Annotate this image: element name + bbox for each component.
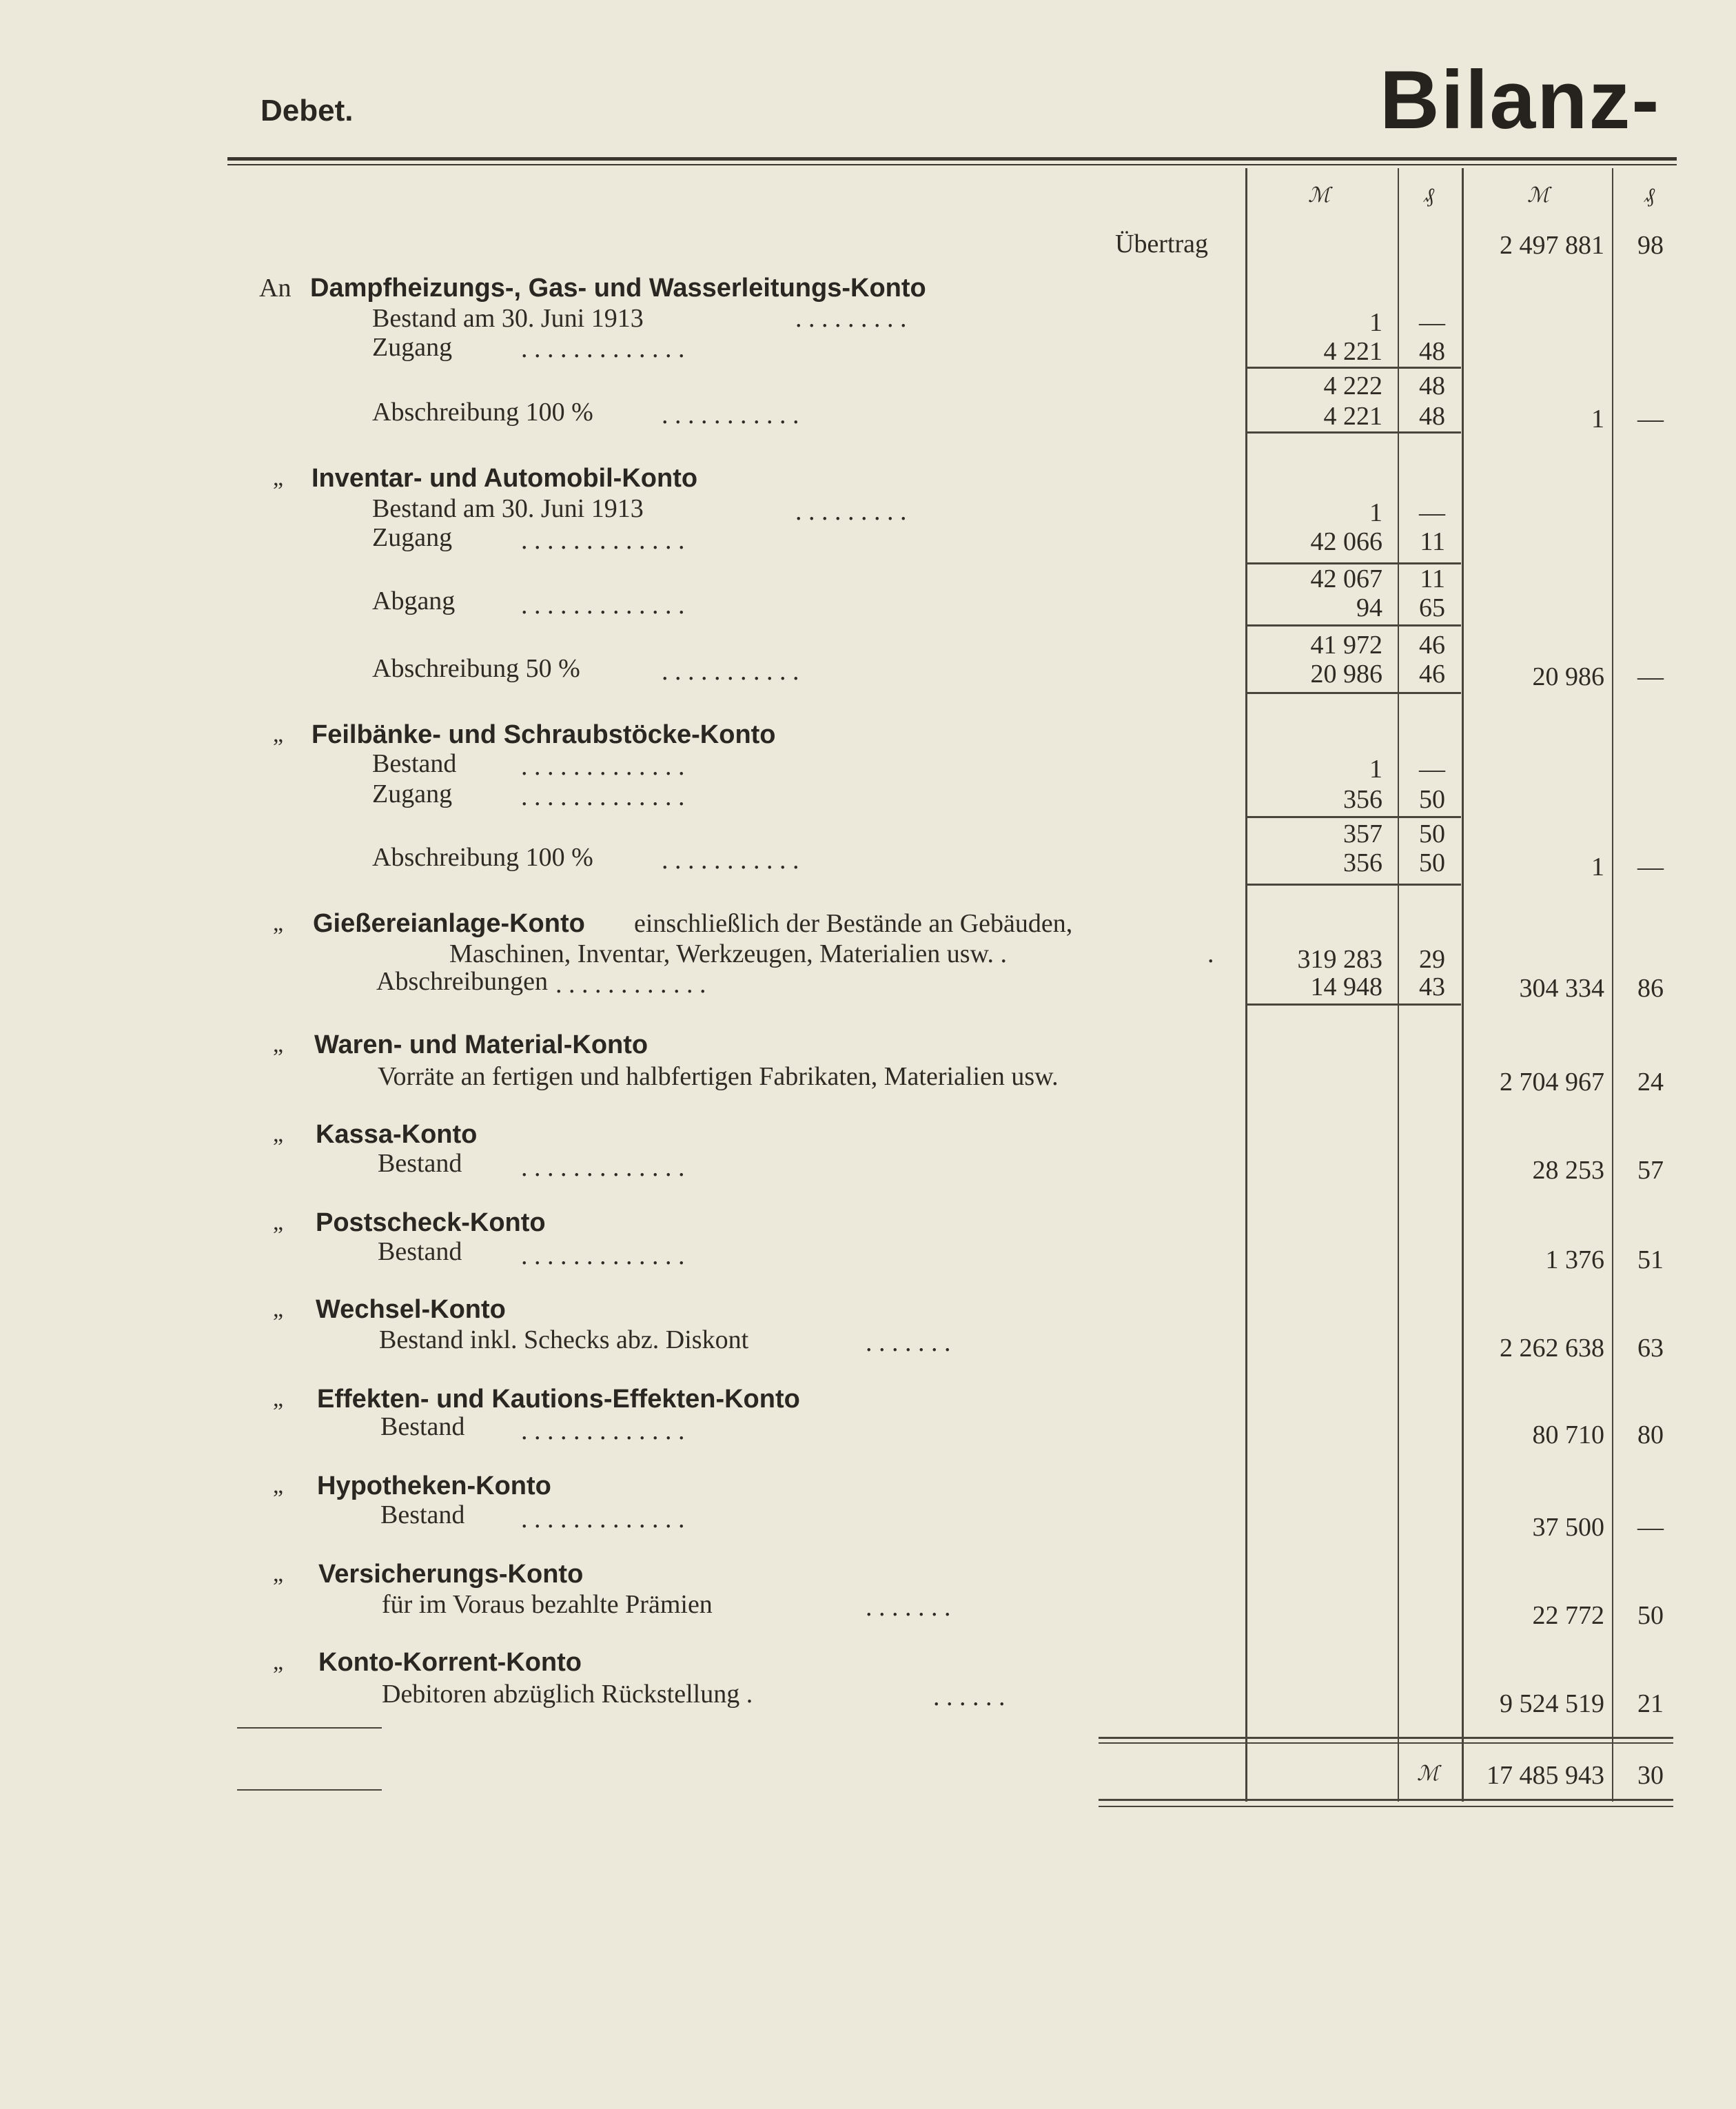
line-label: Bestand — [380, 1412, 465, 1441]
ditto-mark: „ — [273, 1032, 284, 1057]
amount-pf: 11 — [1420, 527, 1445, 556]
leader-dots: . . . . . . . . . . . . . — [521, 752, 685, 781]
header-bilanz: Bilanz- — [1380, 54, 1661, 146]
subtotal-rule — [1247, 367, 1461, 369]
section-title: Kassa-Konto — [316, 1120, 478, 1149]
amount-mark: 14 948 — [1310, 972, 1382, 1001]
amount-pf: 50 — [1419, 785, 1445, 814]
line-label: Vorräte an fertigen und halbfertigen Fabrikaten, Materialien usw. — [378, 1062, 1059, 1091]
amount-mark-total: 22 772 — [1532, 1601, 1604, 1630]
leader-dots: . . . . . . . . . — [795, 304, 907, 333]
amount-mark-total: 37 500 — [1532, 1513, 1604, 1542]
amount-mark-total: 2 262 638 — [1500, 1334, 1604, 1363]
line-label: Maschinen, Inventar, Werkzeugen, Materialien usw. . — [449, 939, 1007, 968]
amount-mark-total: 20 986 — [1532, 662, 1604, 691]
amount-mark-total: 80 710 — [1532, 1420, 1604, 1449]
leader-dots: . . . . . . . . . . . — [662, 846, 799, 875]
line-label: Abschreibung 100 % — [372, 843, 593, 872]
line-label: Abschreibung 100 % — [372, 398, 593, 427]
leader-dots: . . . . . . . . . . . . — [555, 970, 706, 999]
amount-mark: 356 — [1343, 848, 1382, 877]
subtotal-rule — [1247, 1003, 1461, 1006]
section-title: Postscheck-Konto — [316, 1208, 546, 1237]
leader-dots: . . . . . . . . . . . . . — [521, 591, 685, 620]
section-title-rest: einschließlich der Bestände an Gebäuden, — [634, 909, 1073, 938]
amount-mark: 42 067 — [1310, 564, 1382, 593]
subtotal-rule — [1247, 624, 1461, 626]
amount-mark: 1 — [1369, 498, 1382, 527]
leader-dots: . . . . . . . . . . . . . — [521, 526, 685, 555]
amount-mark: 1 — [1369, 308, 1382, 337]
amount-pf-total: 80 — [1637, 1420, 1664, 1449]
amount-pf: 46 — [1419, 660, 1445, 689]
amount-pf-total: 24 — [1637, 1068, 1664, 1097]
ditto-mark: „ — [273, 722, 284, 747]
amount-pf-total: — — [1637, 662, 1664, 691]
ditto-mark: „ — [273, 465, 284, 491]
col-header-pf-2: ₰ — [1644, 184, 1655, 207]
header-debet: Debet. — [261, 94, 354, 128]
amount-pf: 48 — [1419, 402, 1445, 431]
amount-mark-total: 9 524 519 — [1500, 1689, 1604, 1718]
section-title: Feilbänke- und Schraubstöcke-Konto — [312, 720, 776, 749]
top-rule-thin — [227, 164, 1677, 165]
amount-pf: — — [1419, 755, 1445, 784]
leader-dots: . — [1207, 939, 1214, 968]
leader-dots: . . . . . . . . . . . — [662, 400, 799, 429]
section-title: Effekten- und Kautions-Effekten-Konto — [317, 1385, 800, 1414]
ditto-mark: „ — [273, 1561, 284, 1587]
amount-mark: 4 221 — [1323, 337, 1382, 366]
leader-dots: . . . . . . . . . . . — [662, 657, 799, 686]
amount-pf-total: 21 — [1637, 1689, 1664, 1718]
amount-mark-total: 304 334 — [1519, 974, 1604, 1003]
grand-total-pf: 30 — [1637, 1761, 1664, 1790]
amount-pf: 11 — [1420, 564, 1445, 593]
col-header-mark-1: ℳ — [1308, 184, 1331, 207]
amount-mark-total: 1 — [1591, 853, 1604, 882]
uebertrag-mark: 2 497 881 — [1500, 231, 1604, 260]
leader-dots: . . . . . . . . . — [795, 497, 907, 526]
line-label: Bestand — [378, 1237, 462, 1266]
leader-dots: . . . . . . . — [866, 1593, 951, 1622]
amount-mark: 41 972 — [1310, 631, 1382, 660]
ditto-mark: „ — [273, 1473, 284, 1498]
amount-pf-total: 50 — [1637, 1601, 1664, 1630]
total-rule-top — [1099, 1737, 1673, 1739]
prefix-an: An — [259, 274, 292, 303]
total-rule-bottom — [1099, 1799, 1673, 1801]
subtotal-rule — [1247, 884, 1461, 886]
line-label: Bestand am 30. Juni 1913 — [372, 494, 644, 523]
column-divider — [1612, 168, 1613, 1802]
column-divider — [1462, 168, 1464, 1802]
amount-mark: 4 222 — [1323, 371, 1382, 400]
amount-mark: 94 — [1356, 593, 1382, 622]
col-header-pf-1: ₰ — [1424, 184, 1434, 207]
amount-pf-total: — — [1637, 853, 1664, 882]
amount-pf: — — [1419, 498, 1445, 527]
uebertrag-pf: 98 — [1637, 231, 1664, 260]
amount-pf: 50 — [1419, 848, 1445, 877]
amount-mark: 42 066 — [1310, 527, 1382, 556]
amount-mark-total: 1 376 — [1545, 1245, 1604, 1274]
total-rule-top-2 — [1099, 1742, 1673, 1744]
amount-mark: 357 — [1343, 819, 1382, 848]
amount-mark-total: 1 — [1591, 405, 1604, 434]
amount-mark: 1 — [1369, 755, 1382, 784]
subtotal-rule — [1247, 431, 1461, 434]
ditto-mark: „ — [273, 1296, 284, 1322]
line-label: für im Voraus bezahlte Prämien — [382, 1590, 713, 1619]
line-label: Abschreibungen — [376, 967, 549, 996]
amount-mark-total: 2 704 967 — [1500, 1068, 1604, 1097]
line-label: Bestand — [378, 1149, 462, 1178]
subtotal-rule — [1247, 692, 1461, 694]
line-label: Zugang — [372, 780, 453, 808]
amount-pf: 29 — [1419, 945, 1445, 974]
line-label: Bestand inkl. Schecks abz. Diskont — [379, 1325, 749, 1354]
amount-pf-total: — — [1637, 405, 1664, 434]
ditto-mark: „ — [273, 1121, 284, 1147]
ditto-mark: „ — [273, 1210, 284, 1235]
column-divider — [1398, 168, 1399, 1802]
leader-dots: . . . . . . . — [866, 1328, 951, 1357]
leader-dots: . . . . . . . . . . . . . — [521, 1505, 685, 1534]
leader-dots: . . . . . . . . . . . . . — [521, 1241, 685, 1270]
amount-pf-total: 51 — [1637, 1245, 1664, 1274]
section-title: Inventar- und Automobil-Konto — [312, 464, 698, 493]
ditto-mark: „ — [273, 1649, 284, 1675]
column-divider — [1245, 168, 1247, 1802]
total-rule-bottom-2 — [1099, 1806, 1673, 1807]
amount-pf: 65 — [1419, 593, 1445, 622]
line-label: Bestand am 30. Juni 1913 — [372, 304, 644, 333]
section-title: Waren- und Material-Konto — [314, 1030, 649, 1059]
amount-mark: 319 283 — [1297, 945, 1382, 974]
left-short-rule — [237, 1789, 382, 1791]
leader-dots: . . . . . . . . . . . . . — [521, 1416, 685, 1445]
line-label: Debitoren abzüglich Rückstellung . — [382, 1680, 753, 1709]
section-title: Wechsel-Konto — [316, 1295, 506, 1324]
ditto-mark: „ — [273, 910, 284, 936]
col-header-mark-2: ℳ — [1527, 184, 1550, 207]
leader-dots: . . . . . . . . . . . . . — [521, 1153, 685, 1182]
leader-dots: . . . . . . — [933, 1682, 1005, 1711]
amount-pf-total: 57 — [1637, 1156, 1664, 1185]
leader-dots: . . . . . . . . . . . . . — [521, 334, 685, 363]
uebertrag-label: Übertrag — [1115, 230, 1209, 258]
amount-mark: 20 986 — [1310, 660, 1382, 689]
top-rule-thick — [227, 157, 1677, 161]
ditto-mark: „ — [273, 1386, 284, 1412]
section-title: Hypotheken-Konto — [317, 1471, 551, 1500]
amount-mark: 356 — [1343, 785, 1382, 814]
grand-total-mark: 17 485 943 — [1487, 1761, 1604, 1790]
amount-pf-total: 63 — [1637, 1334, 1664, 1363]
amount-pf: 46 — [1419, 631, 1445, 660]
section-title: Konto-Korrent-Konto — [318, 1648, 582, 1677]
left-short-rule — [237, 1727, 382, 1729]
amount-mark: 4 221 — [1323, 402, 1382, 431]
amount-mark-total: 28 253 — [1532, 1156, 1604, 1185]
line-label: Bestand — [372, 749, 457, 778]
amount-pf: 50 — [1419, 819, 1445, 848]
leader-dots: . . . . . . . . . . . . . — [521, 782, 685, 811]
section-title: Dampfheizungs-, Gas- und Wasserleitungs-Konto — [310, 274, 926, 303]
subtotal-rule — [1247, 816, 1461, 818]
line-label: Bestand — [380, 1500, 465, 1529]
line-label: Abgang — [372, 587, 456, 615]
line-label: Abschreibung 50 % — [372, 654, 580, 683]
total-currency-mark: ℳ — [1417, 1762, 1440, 1785]
section-title: Gießereianlage-Konto — [313, 909, 585, 938]
amount-pf-total: 86 — [1637, 974, 1664, 1003]
line-label: Zugang — [372, 523, 453, 552]
amount-pf: 48 — [1419, 337, 1445, 366]
line-label: Zugang — [372, 333, 453, 362]
section-title: Versicherungs-Konto — [318, 1560, 584, 1589]
amount-pf: — — [1419, 308, 1445, 337]
amount-pf: 48 — [1419, 371, 1445, 400]
amount-pf: 43 — [1419, 972, 1445, 1001]
amount-pf-total: — — [1637, 1513, 1664, 1542]
